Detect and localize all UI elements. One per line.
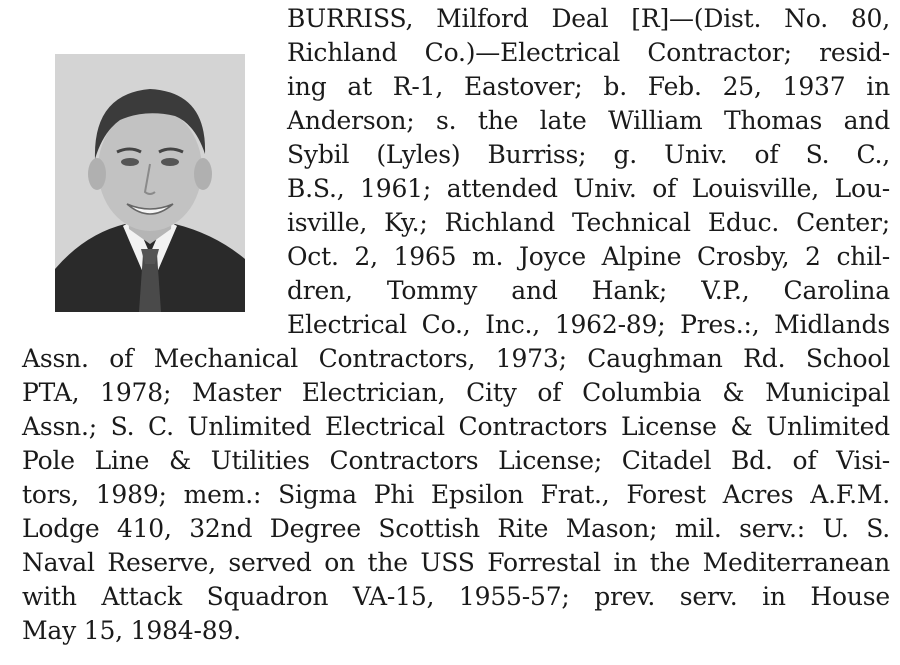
entry-line-16: Lodge 410, 32nd Degree Scottish Rite Mason; mil. serv.: U. S. bbox=[22, 514, 890, 543]
entry-line-2: Richland Co.)—Electrical Contractor; resid- bbox=[287, 38, 890, 67]
entry-line-18: with Attack Squadron VA-15, 1955-57; prev. serv. in House bbox=[22, 582, 890, 611]
entry-line-1: BURRISS, Milford Deal [R]—(Dist. No. 80, bbox=[287, 4, 890, 33]
entry-line-4: Anderson; s. the late William Thomas and bbox=[287, 106, 890, 135]
entry-line-9: dren, Tommy and Hank; V.P., Carolina bbox=[287, 276, 890, 305]
entry-line-17: Naval Reserve, served on the USS Forrestal in the Mediterranean bbox=[22, 548, 890, 577]
entry-line-14: Pole Line & Utilities Contractors License; Citadel Bd. of Visi- bbox=[22, 446, 890, 475]
entry-line-5: Sybil (Lyles) Burriss; g. Univ. of S. C., bbox=[287, 140, 890, 169]
entry-line-7: isville, Ky.; Richland Technical Educ. Center; bbox=[287, 208, 890, 237]
portrait-photo bbox=[55, 54, 245, 312]
entry-line-3: ing at R-1, Eastover; b. Feb. 25, 1937 in bbox=[287, 72, 890, 101]
entry-line-11: Assn. of Mechanical Contractors, 1973; Caughman Rd. School bbox=[22, 344, 890, 373]
entry-line-6: B.S., 1961; attended Univ. of Louisville, Lou- bbox=[287, 174, 890, 203]
entry-line-12: PTA, 1978; Master Electrician, City of Columbia & Municipal bbox=[22, 378, 890, 407]
entry-line-13: Assn.; S. C. Unlimited Electrical Contractors License & Unlimited bbox=[22, 412, 890, 441]
entry-line-8: Oct. 2, 1965 m. Joyce Alpine Crosby, 2 chil- bbox=[287, 242, 890, 271]
portrait-illustration bbox=[55, 54, 245, 312]
entry-line-10: Electrical Co., Inc., 1962-89; Pres.:, Midlands bbox=[287, 310, 890, 339]
entry-line-19: May 15, 1984-89. bbox=[22, 616, 241, 645]
entry-line-15: tors, 1989; mem.: Sigma Phi Epsilon Frat., Forest Acres A.F.M. bbox=[22, 480, 890, 509]
